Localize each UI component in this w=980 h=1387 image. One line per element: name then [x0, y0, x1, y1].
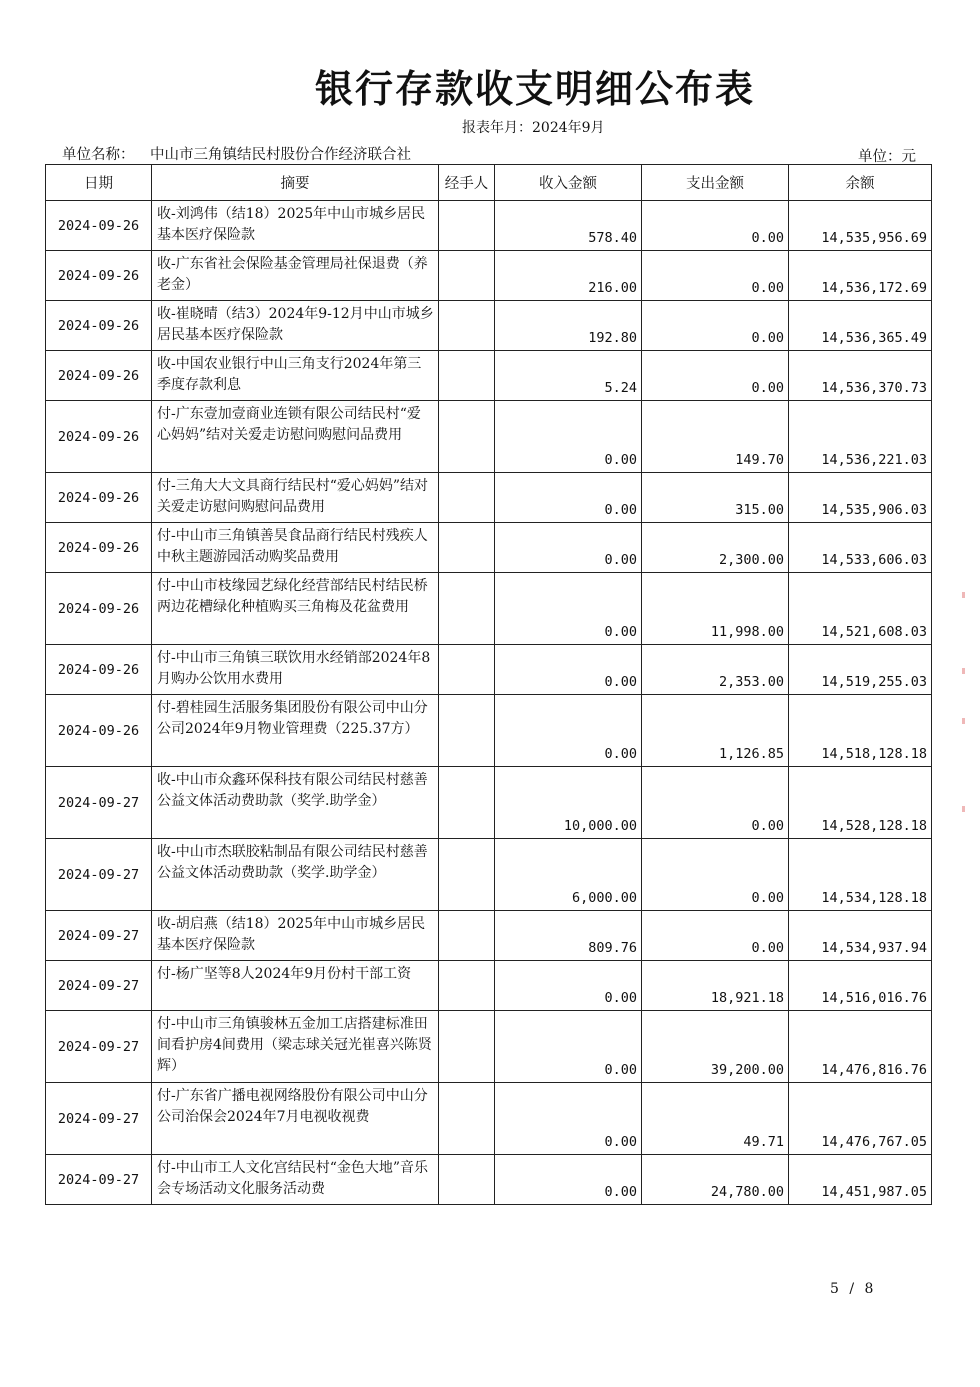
row-balance: 14,536,365.49 — [789, 301, 932, 351]
table-row — [46, 351, 932, 401]
row-expense: 0.00 — [642, 301, 789, 351]
row-balance: 14,535,906.03 — [789, 473, 932, 523]
row-balance: 14,534,128.18 — [789, 839, 932, 911]
row-handler — [439, 201, 495, 251]
row-balance: 14,521,608.03 — [789, 573, 932, 645]
row-expense: 315.00 — [642, 473, 789, 523]
row-income: 192.80 — [495, 301, 642, 351]
row-handler — [439, 1083, 495, 1155]
row-balance: 14,516,016.76 — [789, 961, 932, 1011]
row-expense: 1,126.85 — [642, 695, 789, 767]
row-income: 809.76 — [495, 911, 642, 961]
row-memo: 付-三角大大文具商行结民村“爱心妈妈”结对关爱走访慰问购慰问品费用 — [152, 473, 439, 523]
row-handler — [439, 301, 495, 351]
table-row — [46, 573, 932, 645]
row-handler — [439, 767, 495, 839]
row-expense: 18,921.18 — [642, 961, 789, 1011]
col-memo-header: 摘要 — [152, 165, 439, 201]
row-expense: 0.00 — [642, 251, 789, 301]
row-handler — [439, 961, 495, 1011]
row-handler — [439, 351, 495, 401]
col-income-header: 收入金额 — [495, 165, 642, 201]
row-balance: 14,533,606.03 — [789, 523, 932, 573]
row-balance: 14,476,816.76 — [789, 1011, 932, 1083]
scan-mark — [962, 668, 965, 674]
row-expense: 0.00 — [642, 351, 789, 401]
row-date: 2024-09-27 — [46, 911, 152, 961]
row-income: 0.00 — [495, 961, 642, 1011]
col-balance-header: 余额 — [789, 165, 932, 201]
row-balance: 14,536,172.69 — [789, 251, 932, 301]
row-handler — [439, 251, 495, 301]
row-income: 578.40 — [495, 201, 642, 251]
row-date: 2024-09-27 — [46, 767, 152, 839]
table-row — [46, 695, 932, 767]
row-balance: 14,534,937.94 — [789, 911, 932, 961]
table-row — [46, 839, 932, 911]
unit-name — [62, 143, 411, 164]
row-handler — [439, 473, 495, 523]
row-income: 0.00 — [495, 1011, 642, 1083]
report-month: 报表年月：2024年9月 — [462, 120, 605, 136]
row-handler — [439, 1155, 495, 1205]
row-balance: 14,528,128.18 — [789, 767, 932, 839]
table-row — [46, 1155, 932, 1205]
row-date: 2024-09-27 — [46, 1011, 152, 1083]
row-handler — [439, 573, 495, 645]
row-expense: 0.00 — [642, 201, 789, 251]
page-number: 5 / 8 — [830, 1281, 877, 1297]
row-handler — [439, 1011, 495, 1083]
row-date: 2024-09-26 — [46, 351, 152, 401]
table-row — [46, 911, 932, 961]
row-date: 2024-09-27 — [46, 961, 152, 1011]
row-memo: 收-刘鸿伟（结18）2025年中山市城乡居民基本医疗保险款 — [152, 201, 439, 251]
col-date-header: 日期 — [46, 165, 152, 201]
row-memo: 收-中山市杰联胶粘制品有限公司结民村慈善公益文体活动费助款（奖学.助学金） — [152, 839, 439, 911]
row-memo: 付-中山市工人文化宫结民村“金色大地”音乐会专场活动文化服务活动费 — [152, 1155, 439, 1205]
row-memo: 收-崔晓晴（结3）2024年9-12月中山市城乡居民基本医疗保险款 — [152, 301, 439, 351]
scan-mark — [962, 806, 965, 812]
row-income: 5.24 — [495, 351, 642, 401]
table-row — [46, 401, 932, 473]
row-date: 2024-09-27 — [46, 839, 152, 911]
row-memo: 付-广东省广播电视网络股份有限公司中山分公司治保会2024年7月电视收视费 — [152, 1083, 439, 1155]
row-date: 2024-09-26 — [46, 523, 152, 573]
row-date: 2024-09-26 — [46, 695, 152, 767]
row-income: 10,000.00 — [495, 767, 642, 839]
row-expense: 49.71 — [642, 1083, 789, 1155]
ledger-body — [46, 201, 932, 1205]
row-income: 0.00 — [495, 473, 642, 523]
row-income: 0.00 — [495, 645, 642, 695]
row-date: 2024-09-27 — [46, 1155, 152, 1205]
row-memo: 收-中山市众鑫环保科技有限公司结民村慈善公益文体活动费助款（奖学.助学金） — [152, 767, 439, 839]
row-memo: 付-中山市三角镇善昊食品商行结民村残疾人中秋主题游园活动购奖品费用 — [152, 523, 439, 573]
row-memo: 收-广东省社会保险基金管理局社保退费（养老金） — [152, 251, 439, 301]
table-row — [46, 645, 932, 695]
row-balance: 14,535,956.69 — [789, 201, 932, 251]
unit-name-value: 中山市三角镇结民村股份合作经济联合社 — [150, 147, 411, 163]
row-handler — [439, 695, 495, 767]
row-memo: 收-胡启燕（结18）2025年中山市城乡居民基本医疗保险款 — [152, 911, 439, 961]
row-handler — [439, 911, 495, 961]
row-income: 0.00 — [495, 401, 642, 473]
row-memo: 收-中国农业银行中山三角支行2024年第三季度存款利息 — [152, 351, 439, 401]
row-date: 2024-09-26 — [46, 301, 152, 351]
row-memo: 付-广东壹加壹商业连锁有限公司结民村“爱心妈妈”结对关爱走访慰问购慰问品费用 — [152, 401, 439, 473]
row-income: 6,000.00 — [495, 839, 642, 911]
row-expense: 39,200.00 — [642, 1011, 789, 1083]
scan-mark — [962, 592, 965, 598]
row-balance: 14,536,370.73 — [789, 351, 932, 401]
row-date: 2024-09-26 — [46, 645, 152, 695]
table-row — [46, 961, 932, 1011]
table-row — [46, 301, 932, 351]
row-date: 2024-09-26 — [46, 201, 152, 251]
row-income: 216.00 — [495, 251, 642, 301]
col-expense-header: 支出金额 — [642, 165, 789, 201]
row-income: 0.00 — [495, 1155, 642, 1205]
row-memo: 付-杨广坚等8人2024年9月份村干部工资 — [152, 961, 439, 1011]
table-row — [46, 523, 932, 573]
table-row — [46, 201, 932, 251]
table-row — [46, 767, 932, 839]
row-income: 0.00 — [495, 573, 642, 645]
scan-mark — [962, 718, 965, 724]
row-income: 0.00 — [495, 695, 642, 767]
table-header-row — [46, 165, 932, 201]
row-date: 2024-09-27 — [46, 1083, 152, 1155]
row-memo: 付-中山市三角镇骏林五金加工店搭建标准田间看护房4间费用（梁志球关冠光崔喜兴陈贤辉） — [152, 1011, 439, 1083]
row-date: 2024-09-26 — [46, 251, 152, 301]
row-income: 0.00 — [495, 1083, 642, 1155]
table-row — [46, 251, 932, 301]
row-balance: 14,476,767.05 — [789, 1083, 932, 1155]
row-date: 2024-09-26 — [46, 573, 152, 645]
row-balance: 14,451,987.05 — [789, 1155, 932, 1205]
row-memo: 付-中山市枝缘园艺绿化经营部结民村结民桥两边花槽绿化种植购买三角梅及花盆费用 — [152, 573, 439, 645]
row-date: 2024-09-26 — [46, 473, 152, 523]
row-handler — [439, 645, 495, 695]
table-row — [46, 1011, 932, 1083]
row-expense: 149.70 — [642, 401, 789, 473]
row-memo: 付-碧桂园生活服务集团股份有限公司中山分公司2024年9月物业管理费（225.37方） — [152, 695, 439, 767]
row-memo: 付-中山市三角镇三联饮用水经销部2024年8月购办公饮用水费用 — [152, 645, 439, 695]
row-income: 0.00 — [495, 523, 642, 573]
row-balance: 14,536,221.03 — [789, 401, 932, 473]
table-row — [46, 473, 932, 523]
row-handler — [439, 839, 495, 911]
col-handler-header: 经手人 — [439, 165, 495, 201]
unit-name-label: 单位名称： — [62, 147, 135, 163]
table-row — [46, 1083, 932, 1155]
page-title: 银行存款收支明细公布表 — [314, 67, 755, 111]
row-expense: 0.00 — [642, 839, 789, 911]
row-expense: 2,300.00 — [642, 523, 789, 573]
ledger-table — [45, 164, 932, 1205]
row-expense: 11,998.00 — [642, 573, 789, 645]
row-handler — [439, 401, 495, 473]
row-date: 2024-09-26 — [46, 401, 152, 473]
currency-unit: 单位：元 — [858, 149, 916, 165]
row-expense: 0.00 — [642, 911, 789, 961]
row-balance: 14,519,255.03 — [789, 645, 932, 695]
row-expense: 2,353.00 — [642, 645, 789, 695]
row-handler — [439, 523, 495, 573]
row-balance: 14,518,128.18 — [789, 695, 932, 767]
row-expense: 0.00 — [642, 767, 789, 839]
row-expense: 24,780.00 — [642, 1155, 789, 1205]
